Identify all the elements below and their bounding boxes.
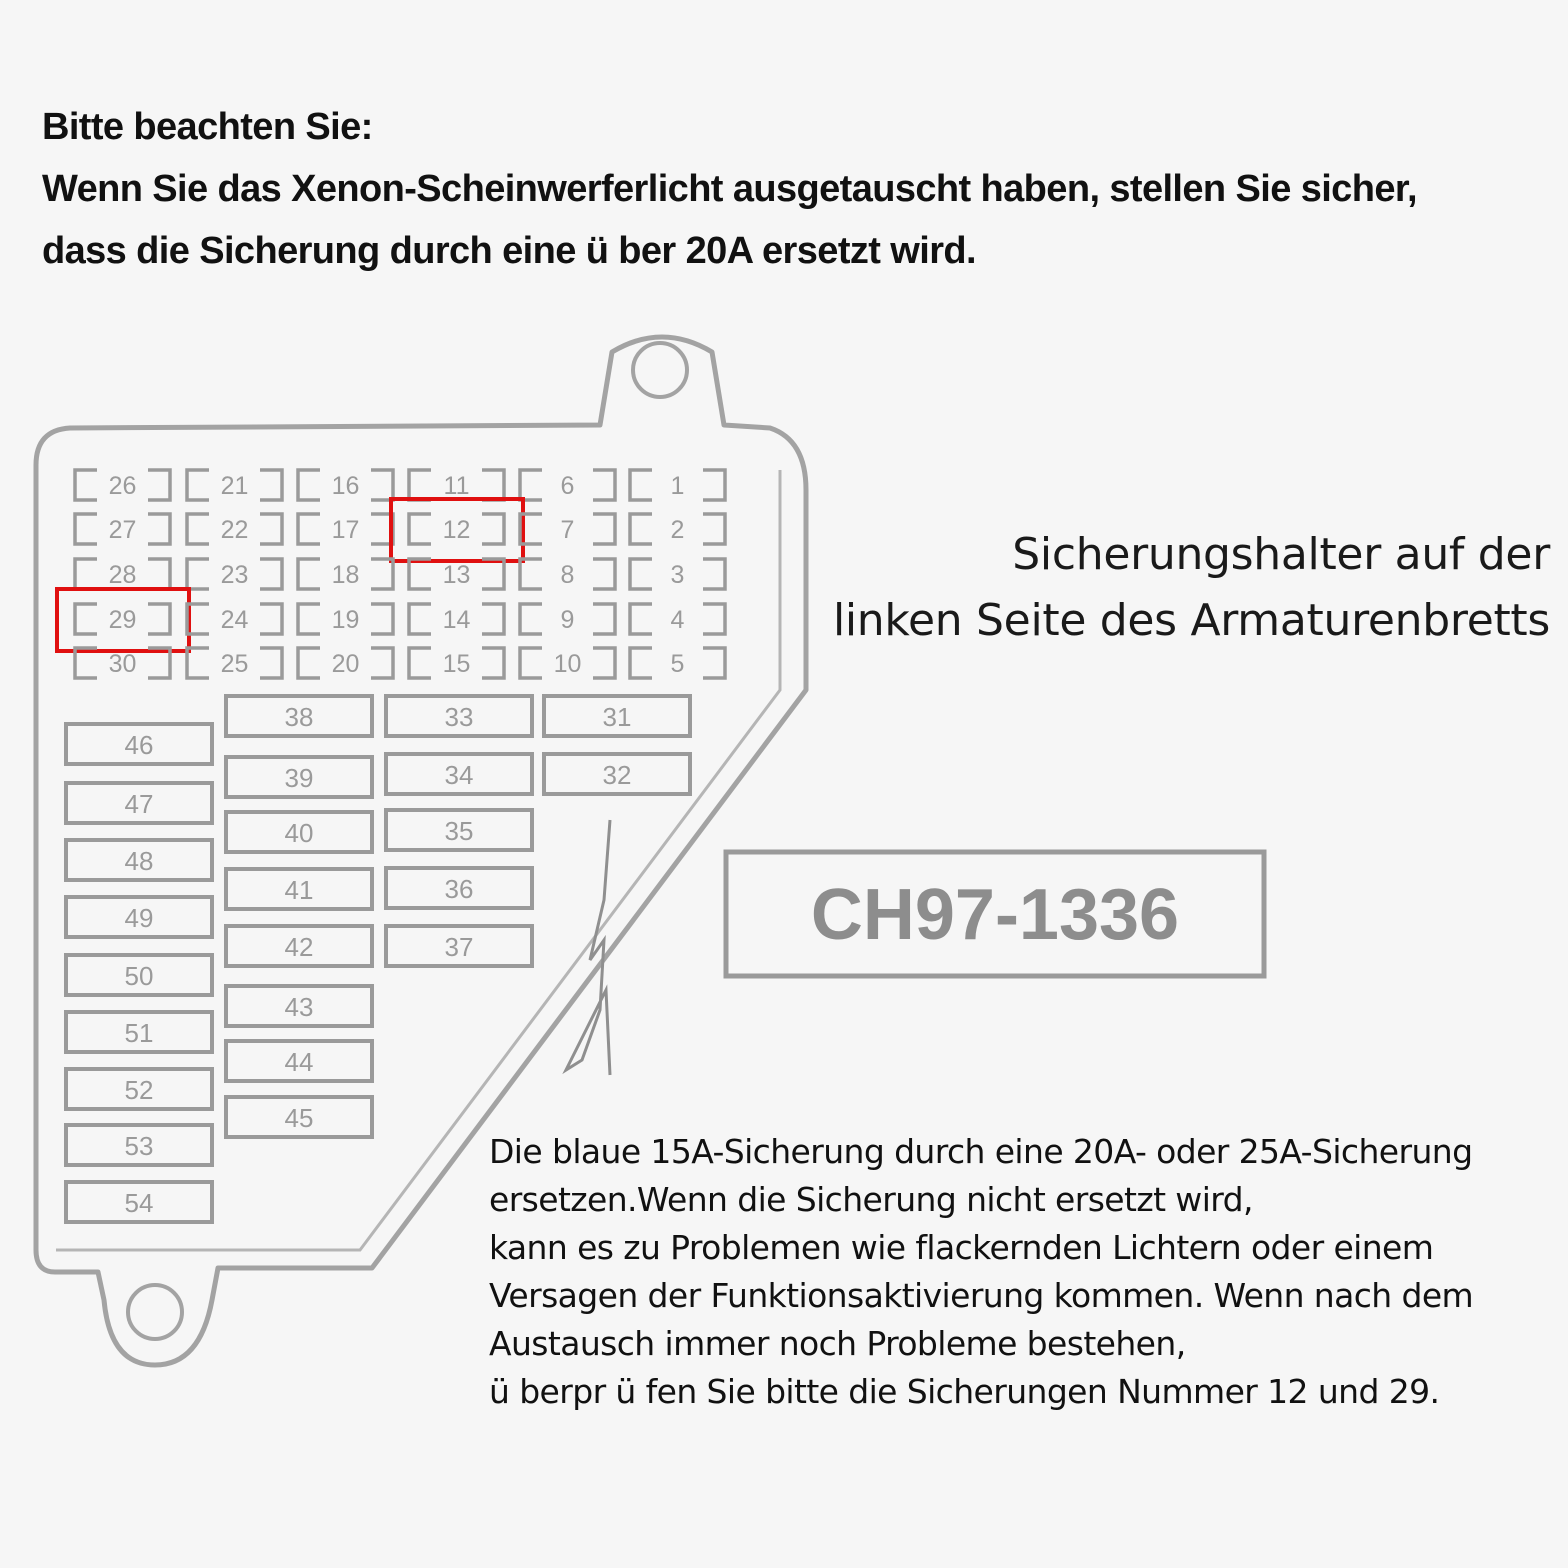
fuse-44 <box>226 1041 372 1081</box>
fuse-number: 32 <box>602 760 632 790</box>
fuse-number: 49 <box>124 903 154 933</box>
fuse-number: 43 <box>284 992 314 1022</box>
fuse-17 <box>298 514 393 544</box>
instruction-line: Austausch immer noch Probleme bestehen, <box>489 1324 1186 1363</box>
fuse-number: 15 <box>442 650 471 678</box>
fuse-number: 17 <box>331 516 360 544</box>
fuse-46 <box>66 724 212 764</box>
fuse-45 <box>226 1097 372 1137</box>
fuse-49 <box>66 897 212 937</box>
bottom-mount-hole <box>128 1285 182 1339</box>
fuse-number: 48 <box>124 846 154 876</box>
fuse-number: 10 <box>553 650 582 678</box>
fuse-43 <box>226 986 372 1026</box>
fuse-40 <box>226 812 372 852</box>
fuse-15 <box>409 648 504 678</box>
fuse-number: 37 <box>444 932 474 962</box>
fuse-13 <box>409 559 504 589</box>
notice-line: Wenn Sie das Xenon-Scheinwerferlicht ausgetauscht haben, stellen Sie sicher, <box>42 168 1417 210</box>
fuse-number: 7 <box>560 516 575 544</box>
fuse-16 <box>298 470 393 500</box>
fuse-number: 6 <box>560 472 575 500</box>
fuse-33 <box>386 696 532 736</box>
fuse-52 <box>66 1069 212 1109</box>
fuse-3 <box>630 559 725 589</box>
fuse-number: 4 <box>670 606 685 634</box>
fuse-11 <box>409 470 504 500</box>
fuse-number: 38 <box>284 702 314 732</box>
fuse-32 <box>544 754 690 794</box>
fuse-41 <box>226 869 372 909</box>
fuse-36 <box>386 868 532 908</box>
fuse-19 <box>298 604 393 634</box>
fuse-27 <box>75 514 170 544</box>
notice-text <box>42 96 1542 282</box>
fuse-number: 42 <box>284 932 314 962</box>
fuse-23 <box>187 559 282 589</box>
fuse-7 <box>520 514 615 544</box>
fuse-number: 35 <box>444 816 474 846</box>
fuse-2 <box>630 514 725 544</box>
part-code-text: CH97-1336 <box>810 875 1180 955</box>
fuse-number: 44 <box>284 1047 314 1077</box>
fuse-number: 36 <box>444 874 474 904</box>
fuse-24 <box>187 604 282 634</box>
fuse-number: 21 <box>220 472 249 500</box>
fuse-12 <box>409 514 504 544</box>
fuse-number: 47 <box>124 789 154 819</box>
holder-label-line: linken Seite des Armaturenbretts <box>832 595 1550 646</box>
fuse-holder-label <box>833 522 1550 654</box>
fuse-29 <box>75 604 170 634</box>
fuse-10 <box>520 648 615 678</box>
replacement-instructions <box>489 1128 1549 1416</box>
notice-heading: Bitte beachten Sie: <box>42 106 373 148</box>
fuse-18 <box>298 559 393 589</box>
fuse-number: 26 <box>108 472 137 500</box>
top-mount-hole <box>633 343 687 397</box>
fuse-number: 27 <box>108 516 137 544</box>
fuse-number: 22 <box>220 516 249 544</box>
fuse-1 <box>630 470 725 500</box>
instruction-line: Die blaue 15A-Sicherung durch eine 20A- oder 25A-Sicherung <box>489 1132 1473 1171</box>
fuse-28 <box>75 559 170 589</box>
fuse-number: 20 <box>331 650 360 678</box>
fuse-20 <box>298 648 393 678</box>
fuse-39 <box>226 757 372 797</box>
fuse-number: 19 <box>331 606 360 634</box>
fuse-47 <box>66 783 212 823</box>
fuse-4 <box>630 604 725 634</box>
fuse-50 <box>66 955 212 995</box>
fuse-5 <box>630 648 725 678</box>
fuse-number: 18 <box>331 561 360 589</box>
fuse-number: 46 <box>124 730 154 760</box>
fuse-number: 12 <box>442 516 471 544</box>
instruction-line: Versagen der Funktionsaktivierung kommen. Wenn nach dem <box>489 1276 1474 1315</box>
fuse-number: 51 <box>124 1018 154 1048</box>
fuse-number: 25 <box>220 650 249 678</box>
fuse-14 <box>409 604 504 634</box>
fuse-53 <box>66 1125 212 1165</box>
fuse-number: 11 <box>443 472 470 500</box>
fuse-number: 45 <box>284 1103 314 1133</box>
fuse-number: 33 <box>444 702 474 732</box>
fuse-number: 30 <box>108 650 137 678</box>
fuse-number: 53 <box>124 1131 154 1161</box>
instruction-line: ersetzen.Wenn die Sicherung nicht ersetzt wird, <box>489 1180 1253 1219</box>
notice-line: dass die Sicherung durch eine ü ber 20A ersetzt wird. <box>42 230 976 272</box>
fuse-9 <box>520 604 615 634</box>
fuse-number: 2 <box>670 516 685 544</box>
fuse-number: 54 <box>124 1188 154 1218</box>
fuse-35 <box>386 810 532 850</box>
fuse-layer <box>57 470 725 1222</box>
fuse-34 <box>386 754 532 794</box>
fuse-42 <box>226 926 372 966</box>
fuse-number: 39 <box>284 763 314 793</box>
fuse-number: 16 <box>331 472 360 500</box>
fuse-26 <box>75 470 170 500</box>
fuse-number: 41 <box>284 875 314 905</box>
fuse-number: 3 <box>670 561 685 589</box>
fuse-number: 23 <box>220 561 249 589</box>
fuse-25 <box>187 648 282 678</box>
fuse-8 <box>520 559 615 589</box>
fuse-number: 28 <box>108 561 137 589</box>
fuse-number: 13 <box>442 561 471 589</box>
fuse-31 <box>544 696 690 736</box>
fuse-38 <box>226 696 372 736</box>
holder-label-line: Sicherungshalter auf der <box>1012 529 1550 580</box>
fuse-37 <box>386 926 532 966</box>
fuse-number: 29 <box>108 606 137 634</box>
fuse-number: 8 <box>560 561 575 589</box>
fuse-48 <box>66 840 212 880</box>
fuse-number: 52 <box>124 1075 154 1105</box>
instruction-line: kann es zu Problemen wie flackernden Lichtern oder einem <box>489 1228 1434 1267</box>
fuse-51 <box>66 1012 212 1052</box>
fuse-number: 9 <box>560 606 575 634</box>
fuse-54 <box>66 1182 212 1222</box>
fuse-6 <box>520 470 615 500</box>
fuse-22 <box>187 514 282 544</box>
fuse-number: 1 <box>670 472 685 500</box>
fuse-number: 34 <box>444 760 474 790</box>
fuse-number: 31 <box>602 702 632 732</box>
fuse-number: 24 <box>220 606 249 634</box>
fuse-number: 40 <box>284 818 314 848</box>
fuse-21 <box>187 470 282 500</box>
instruction-line: ü berpr ü fen Sie bitte die Sicherungen Nummer 12 und 29. <box>489 1372 1440 1411</box>
fuse-number: 5 <box>670 650 685 678</box>
fuse-number: 14 <box>442 606 471 634</box>
part-code-label <box>726 852 1264 976</box>
fuse-number: 50 <box>124 961 154 991</box>
